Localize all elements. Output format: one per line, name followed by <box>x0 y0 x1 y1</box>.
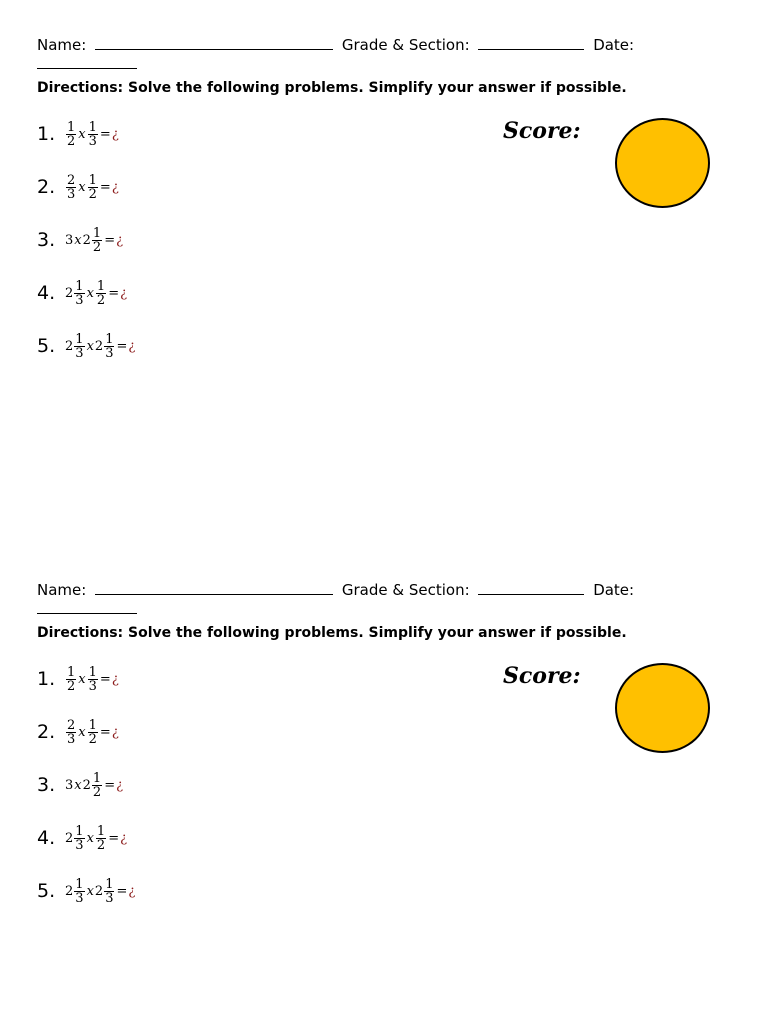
times-sign: x <box>74 777 82 793</box>
problem-expression <box>65 227 123 254</box>
numerator: 1 <box>67 664 76 680</box>
problem-5 <box>37 871 135 911</box>
numerator: 1 <box>75 823 84 839</box>
numerator: 2 <box>67 717 76 733</box>
problem-number: 2. <box>37 721 56 743</box>
numerator: 1 <box>96 823 106 839</box>
times-sign: x <box>86 883 94 899</box>
equals-sign: = <box>104 232 116 248</box>
unknown-mark: ¿ <box>111 126 119 142</box>
worksheet-top <box>0 0 768 440</box>
denominator: 3 <box>88 678 97 694</box>
problem-expression <box>65 280 127 307</box>
numerator: 1 <box>105 331 114 347</box>
score-label: Score: <box>503 118 581 144</box>
fraction-b <box>88 174 98 201</box>
whole-number: 2 <box>82 232 91 248</box>
worksheet-bottom <box>0 545 768 985</box>
unknown-mark: ¿ <box>111 671 119 687</box>
whole-number: 2 <box>94 883 104 899</box>
problem-number: 5. <box>37 335 56 357</box>
unknown-mark: ¿ <box>116 777 124 793</box>
equals-sign: = <box>104 777 116 793</box>
numerator: 1 <box>88 664 97 680</box>
numerator: 1 <box>96 278 106 294</box>
denominator: 3 <box>75 345 84 361</box>
denominator: 2 <box>92 784 102 800</box>
fraction-b <box>88 121 98 148</box>
equals-sign: = <box>116 883 128 899</box>
denominator: 2 <box>88 186 97 202</box>
date-label: Date: <box>593 36 635 54</box>
denominator: 2 <box>96 837 106 853</box>
problem-3 <box>37 220 123 260</box>
unknown-mark: ¿ <box>128 883 136 899</box>
fraction-b <box>92 772 102 799</box>
denominator: 2 <box>92 239 102 255</box>
numerator: 1 <box>75 876 84 892</box>
name-field[interactable] <box>95 35 333 50</box>
fraction-b <box>88 666 98 693</box>
times-sign: x <box>78 724 86 740</box>
problem-expression <box>65 719 119 746</box>
problem-expression <box>65 121 119 148</box>
fraction-a <box>66 121 76 148</box>
problem-number: 3. <box>37 774 56 796</box>
unknown-mark: ¿ <box>120 285 128 301</box>
problem-4 <box>37 818 127 858</box>
problem-5 <box>37 326 135 366</box>
fraction-a <box>66 666 76 693</box>
denominator: 2 <box>96 292 106 308</box>
numerator: 1 <box>75 331 84 347</box>
fraction-a <box>66 174 76 201</box>
numerator: 1 <box>92 770 102 786</box>
denominator: 2 <box>88 731 97 747</box>
problem-expression <box>65 878 135 905</box>
unknown-mark: ¿ <box>116 232 124 248</box>
numerator: 1 <box>75 278 84 294</box>
problem-number: 4. <box>37 827 56 849</box>
numerator: 2 <box>67 172 76 188</box>
times-sign: x <box>78 179 86 195</box>
problem-expression <box>65 772 123 799</box>
problem-number: 1. <box>37 668 56 690</box>
denominator: 3 <box>75 292 84 308</box>
whole-number: 3 <box>65 777 74 793</box>
name-label: Name: <box>37 36 87 54</box>
name-label: Name: <box>37 581 87 599</box>
fraction-b <box>92 227 102 254</box>
equals-sign: = <box>99 671 111 687</box>
date-field[interactable] <box>37 54 137 69</box>
date-label: Date: <box>593 581 635 599</box>
denominator: 3 <box>67 731 76 747</box>
equals-sign: = <box>108 830 120 846</box>
denominator: 2 <box>67 678 76 694</box>
times-sign: x <box>78 671 86 687</box>
problem-expression <box>65 666 119 693</box>
times-sign: x <box>74 232 82 248</box>
whole-number: 2 <box>94 338 104 354</box>
fraction-b <box>104 333 114 360</box>
equals-sign: = <box>99 724 111 740</box>
fraction-a <box>74 280 84 307</box>
times-sign: x <box>78 126 86 142</box>
problem-expression <box>65 174 119 201</box>
denominator: 3 <box>67 186 76 202</box>
date-field[interactable] <box>37 599 137 614</box>
whole-number: 3 <box>65 232 74 248</box>
problem-number: 3. <box>37 229 56 251</box>
numerator: 1 <box>105 876 114 892</box>
score-circle <box>615 118 710 208</box>
unknown-mark: ¿ <box>111 179 119 195</box>
fraction-a <box>74 333 84 360</box>
problem-1 <box>37 114 119 154</box>
times-sign: x <box>86 285 94 301</box>
whole-number: 2 <box>65 338 74 354</box>
score-label: Score: <box>503 663 581 689</box>
problem-number: 2. <box>37 176 56 198</box>
problem-2 <box>37 167 119 207</box>
grade-label: Grade & Section: <box>341 581 470 599</box>
numerator: 1 <box>88 717 97 733</box>
header-line <box>37 33 737 57</box>
unknown-mark: ¿ <box>120 830 128 846</box>
whole-number: 2 <box>65 883 74 899</box>
fraction-b <box>104 878 114 905</box>
numerator: 1 <box>92 225 102 241</box>
numerator: 1 <box>88 119 97 135</box>
problem-number: 5. <box>37 880 56 902</box>
fraction-b <box>96 825 106 852</box>
numerator: 1 <box>88 172 97 188</box>
denominator: 3 <box>75 837 84 853</box>
fraction-a <box>74 878 84 905</box>
denominator: 3 <box>75 890 84 906</box>
problem-4 <box>37 273 127 313</box>
times-sign: x <box>86 830 94 846</box>
denominator: 3 <box>105 890 114 906</box>
whole-number: 2 <box>65 285 74 301</box>
equals-sign: = <box>99 126 111 142</box>
denominator: 2 <box>67 133 76 149</box>
directions: Directions: Solve the following problems. Simplify your answer if possible. <box>37 80 627 96</box>
grade-field[interactable] <box>478 580 584 595</box>
equals-sign: = <box>99 179 111 195</box>
problem-expression <box>65 333 135 360</box>
name-field[interactable] <box>95 580 333 595</box>
fraction-b <box>88 719 98 746</box>
denominator: 3 <box>88 133 97 149</box>
problem-2 <box>37 712 119 752</box>
fraction-b <box>96 280 106 307</box>
grade-label: Grade & Section: <box>341 36 470 54</box>
header-line <box>37 578 737 602</box>
fraction-a <box>66 719 76 746</box>
whole-number: 2 <box>65 830 74 846</box>
problem-number: 4. <box>37 282 56 304</box>
unknown-mark: ¿ <box>128 338 136 354</box>
directions: Directions: Solve the following problems. Simplify your answer if possible. <box>37 625 627 641</box>
equals-sign: = <box>116 338 128 354</box>
problem-number: 1. <box>37 123 56 145</box>
denominator: 3 <box>105 345 114 361</box>
problem-1 <box>37 659 119 699</box>
grade-field[interactable] <box>478 35 584 50</box>
fraction-a <box>74 825 84 852</box>
equals-sign: = <box>108 285 120 301</box>
problem-expression <box>65 825 127 852</box>
numerator: 1 <box>67 119 76 135</box>
problem-3 <box>37 765 123 805</box>
times-sign: x <box>86 338 94 354</box>
score-circle <box>615 663 710 753</box>
whole-number: 2 <box>82 777 91 793</box>
unknown-mark: ¿ <box>111 724 119 740</box>
